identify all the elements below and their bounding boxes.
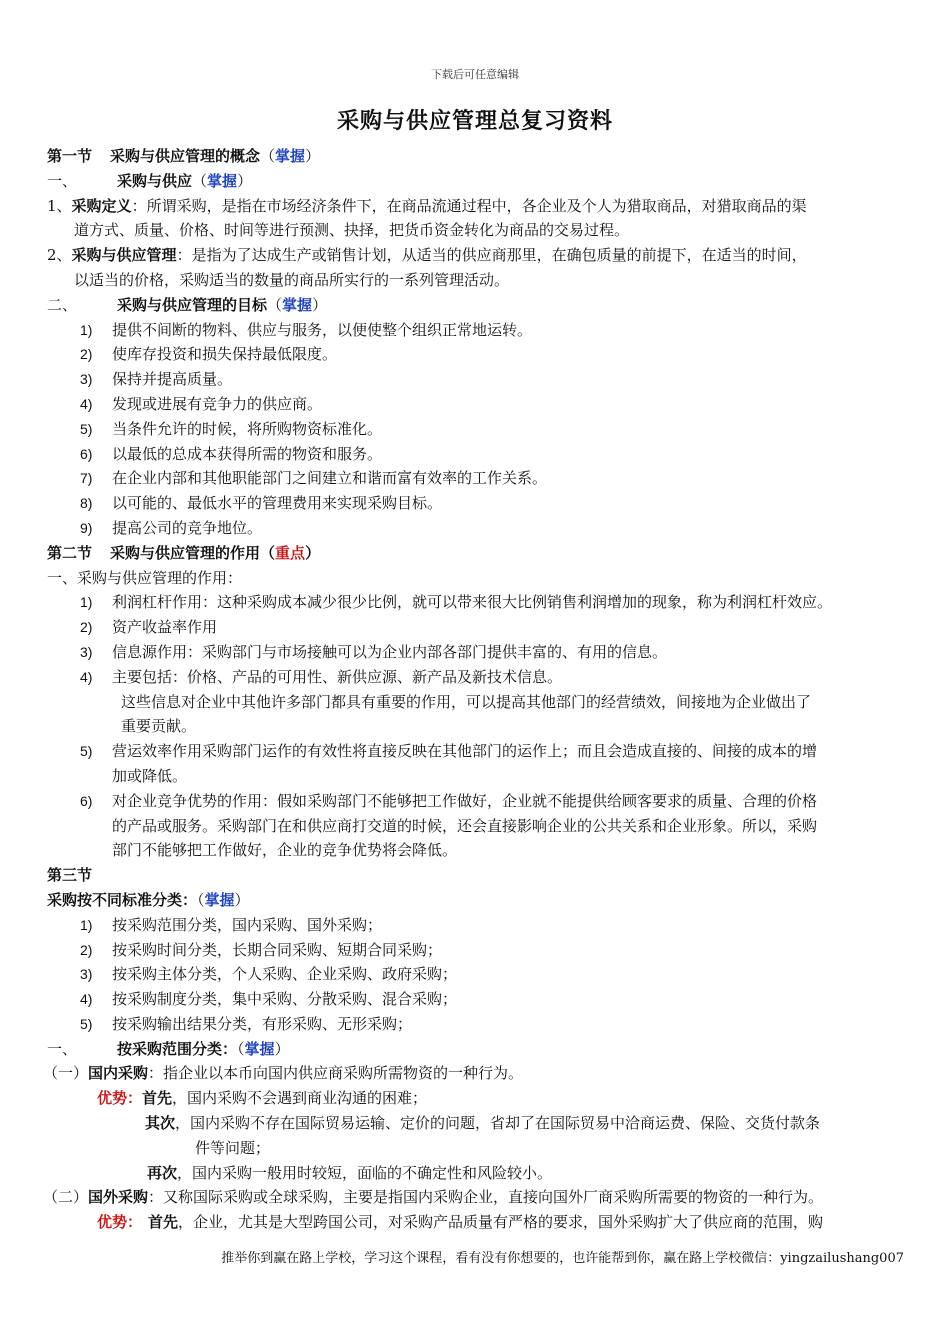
definition-continuation: 道方式、质量、价格、时间等进行预测、抉择，把货币资金转化为商品的交易过程。: [74, 221, 630, 240]
section-3-heading: 第三节: [47, 866, 93, 885]
international-procurement: （二）国外采购：又称国际采购或全球采购，主要是指国内采购企业，直接向国外厂商采购所需要的物资的一种行为。: [43, 1188, 824, 1207]
list-item: 5) 当条件允许的时候，将所购物资标准化。: [80, 419, 383, 438]
list-item: 4) 按采购制度分类，集中采购、分散采购、混合采购；: [80, 990, 458, 1009]
roles-list: [47, 590, 909, 863]
advantage-line: 优势：首先，国内采购不会遇到商业沟通的困难；: [97, 1089, 428, 1108]
subsection-heading: 一、采购与供应管理的作用：: [47, 568, 243, 587]
section-2-heading: 第二节 采购与供应管理的作用（重点）: [47, 543, 321, 562]
list-item: 4) 主要包括：价格、产品的可用性、新供应源、新产品及新技术信息。: [80, 667, 563, 686]
advantage-line: 其次，国内采购不存在国际贸易运输、定价的问题，省却了在国际贸易中洽商运费、保险、交货付款条: [145, 1114, 821, 1133]
list-item: 5) 按采购输出结果分类，有形采购、无形采购；: [80, 1014, 413, 1033]
section-1-heading: 第一节 采购与供应管理的概念（掌握）: [47, 147, 321, 165]
list-item: 2) 资产收益率作用: [80, 618, 218, 637]
list-item: 3) 信息源作用：采购部门与市场接触可以为企业内部各部门提供丰富的、有用的信息。: [80, 642, 668, 661]
subsection-heading: 采购按不同标准分类：（掌握）: [47, 890, 250, 909]
document-body: [43, 144, 909, 1235]
advantage-line: 优势： 首先，企业，尤其是大型跨国公司，对采购产品质量有严格的要求，国外采购扩大了供应商的范围，购: [97, 1213, 824, 1232]
subsection-heading: 一、 采购与供应（掌握）: [47, 171, 253, 190]
definition-item: 2、采购与供应管理：是指为了达成生产或销售计划，从适当的供应商那里，在确包质量的前提下，在适当的时间，: [47, 246, 807, 265]
list-item: 3) 按采购主体分类，个人采购、企业采购、政府采购；: [80, 965, 458, 984]
list-item-continuation: 的产品或服务。采购部门在和供应商打交道的时候，还会直接影响企业的公共关系和企业形象。所以，采购: [112, 816, 818, 835]
page-footer: 推举你到赢在路上学校，学习这个课程，看有没有你想要的，也许能帮到你，赢在路上学校微信：yingzailushang007: [221, 1251, 904, 1266]
list-item-continuation: 部门不能够把工作做好，企业的竞争优势将会降低。: [112, 841, 458, 860]
list-item: 1) 按采购范围分类，国内采购、国外采购；: [80, 915, 383, 934]
list-item: 1) 利润杠杆作用：这种采购成本减少很少比例，就可以带来很大比例销售利润增加的现象，称为利润杠杆效应。: [80, 593, 833, 612]
list-item: 6) 以最低的总成本获得所需的物资和服务。: [80, 444, 383, 463]
advantage-line: 再次，国内采购一般用时较短，面临的不确定性和风险较小。: [147, 1163, 553, 1182]
subsection-heading: 一、 按采购范围分类：（掌握）: [47, 1039, 290, 1058]
definition-item: 1、采购定义：所谓采购，是指在市场经济条件下，在商品流通过程中，各企业及个人为猎取商品，对猎取商品的渠: [47, 196, 807, 215]
list-item: 9) 提高公司的竞争地位。: [80, 518, 263, 537]
list-item: 3) 保持并提高质量。: [80, 370, 233, 389]
list-item: 5) 营运效率作用采购部门运作的有效性将直接反映在其他部门的运作上；而且会造成直接的、间接的成本的增: [80, 742, 818, 761]
document-title: 采购与供应管理总复习资料: [336, 108, 613, 134]
list-item: 2) 按采购时间分类，长期合同采购、短期合同采购；: [80, 940, 443, 959]
list-item-continuation: 这些信息对企业中其他许多部门都具有重要的作用，可以提高其他部门的经营绩效，间接地为企业做出了: [121, 692, 812, 711]
list-item: 6) 对企业竞争优势的作用：假如采购部门不能够把工作做好，企业就不能提供给顾客要求的质量、合理的价格: [80, 791, 818, 810]
goals-list: [47, 318, 909, 541]
domestic-procurement: （一）国内采购：指企业以本币向国内供应商采购所需物资的一种行为。: [43, 1064, 524, 1083]
list-item-continuation: 重要贡献。: [121, 717, 197, 736]
categories-list: [47, 913, 909, 1037]
advantage-continuation: 件等问题；: [195, 1138, 271, 1157]
list-item: 4) 发现或进展有竞争力的供应商。: [80, 394, 323, 413]
definition-continuation: 以适当的价格，采购适当的数量的商品所实行的一系列管理活动。: [74, 270, 510, 289]
list-item-continuation: 加或降低。: [112, 766, 188, 785]
list-item: 7) 在企业内部和其他职能部门之间建立和谐而富有效率的工作关系。: [80, 469, 548, 488]
list-item: 8) 以可能的、最低水平的管理费用来实现采购目标。: [80, 494, 443, 513]
list-item: 2) 使库存投资和损失保持最低限度。: [80, 345, 338, 364]
list-item: 1) 提供不间断的物料、供应与服务，以便使整个组织正常地运转。: [80, 320, 533, 339]
page-header: 下载后可任意编辑: [431, 68, 519, 81]
subsection-heading: 二、 采购与供应管理的目标（掌握）: [47, 295, 328, 314]
